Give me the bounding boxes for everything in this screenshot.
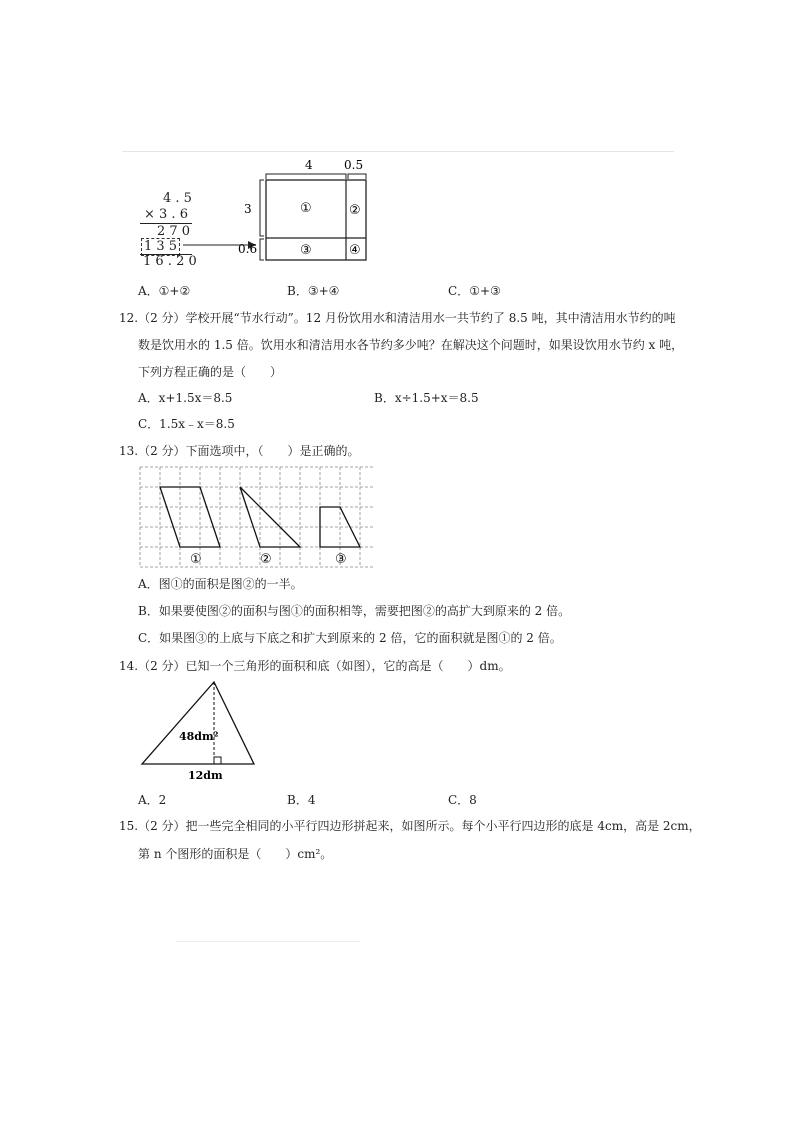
q12-stem-line-3: 下列方程正确的是（ ） bbox=[138, 365, 283, 379]
q15-stem-line-1: 15.（2 分）把一些完全相同的小平行四边形拼起来，如图所示。每个小平行四边形的底是 4cm，高是 2cm， bbox=[119, 819, 701, 833]
dim-0-6: 0.6 bbox=[238, 242, 258, 256]
fig-label-1: ① bbox=[190, 552, 202, 567]
q12-option-a[interactable]: A．x+1.5x＝8.5 bbox=[138, 391, 233, 405]
mult-bottom: × 3 . 6 bbox=[144, 207, 188, 222]
q13-option-a[interactable]: A．图①的面积是图②的一半。 bbox=[138, 577, 303, 591]
mult-result: 1 6 . 2 0 bbox=[143, 254, 197, 269]
top-divider bbox=[122, 151, 674, 152]
q13-grid-figure bbox=[138, 465, 378, 571]
option-text: ①+③ bbox=[469, 284, 501, 298]
mult-top: 4 . 5 bbox=[163, 191, 192, 206]
dim-4: 4 bbox=[305, 158, 313, 172]
q14-stem: 14.（2 分）已知一个三角形的面积和底（如图），它的高是（ ）dm。 bbox=[119, 659, 511, 673]
q12-option-b[interactable]: B．x÷1.5+x＝8.5 bbox=[374, 391, 479, 405]
q11-option-a[interactable] bbox=[138, 283, 190, 299]
option-letter: C． bbox=[448, 284, 470, 298]
q13-option-b[interactable]: B．如果要使图②的面积与图①的面积相等，需要把图②的高扩大到原来的 2 倍。 bbox=[138, 604, 571, 618]
q12-option-c[interactable]: C．1.5x﹣x＝8.5 bbox=[138, 417, 235, 431]
q11-option-b[interactable] bbox=[287, 283, 339, 299]
mult-partial-2: 1 3 5 bbox=[141, 238, 180, 256]
fig-label-2: ② bbox=[260, 552, 272, 567]
option-text: ③+④ bbox=[307, 284, 340, 298]
cell-3: ③ bbox=[300, 243, 312, 258]
q14-option-b[interactable]: B．4 bbox=[287, 793, 316, 807]
cell-2: ② bbox=[349, 203, 361, 218]
q13-option-c[interactable]: C．如果图③的上底与下底之和扩大到原来的 2 倍，它的面积就是图①的 2 倍。 bbox=[138, 631, 562, 645]
q12-stem-line-1: 12.（2 分）学校开展“节水行动”。12 月份饮用水和清洁用水一共节约了 8.5 吨，其中清洁用水节约的吨 bbox=[119, 311, 676, 325]
dim-0-5: 0.5 bbox=[344, 158, 364, 172]
cell-4: ④ bbox=[349, 243, 361, 258]
mult-partial-1: 2 7 0 bbox=[157, 224, 191, 239]
q14-option-c[interactable]: C．8 bbox=[448, 793, 477, 807]
base-label: 12dm bbox=[188, 769, 223, 782]
option-letter: B． bbox=[287, 284, 308, 298]
q14-triangle-figure bbox=[138, 678, 288, 783]
shape-triangle-2 bbox=[240, 487, 300, 547]
left-bracket-top bbox=[260, 180, 264, 236]
q13-stem: 13.（2 分）下面选项中，（ ）是正确的。 bbox=[119, 444, 360, 458]
q11-option-c[interactable] bbox=[448, 283, 501, 299]
area-label: 48dm² bbox=[179, 730, 219, 743]
q11-area-diagram bbox=[180, 155, 380, 270]
shape-parallelogram-1 bbox=[160, 487, 220, 547]
right-angle-mark bbox=[214, 757, 221, 764]
dim-3: 3 bbox=[244, 202, 252, 216]
top-bracket-left bbox=[266, 174, 346, 179]
fig-label-3: ③ bbox=[335, 552, 347, 567]
top-bracket-right bbox=[348, 174, 366, 179]
triangle bbox=[142, 682, 254, 764]
q15-stem-line-2: 第 n 个图形的面积是（ ）cm²。 bbox=[138, 847, 333, 861]
option-text: ①+② bbox=[158, 284, 191, 298]
bottom-divider bbox=[176, 941, 360, 942]
cell-1: ① bbox=[300, 201, 312, 216]
q12-stem-line-2: 数是饮用水的 1.5 倍。饮用水和清洁用水各节约多少吨？在解决这个问题时，如果设饮用水节约 x 吨， bbox=[138, 338, 684, 352]
q14-option-a[interactable]: A．2 bbox=[138, 793, 167, 807]
left-bracket-bottom bbox=[260, 239, 264, 260]
option-letter: A． bbox=[138, 284, 159, 298]
